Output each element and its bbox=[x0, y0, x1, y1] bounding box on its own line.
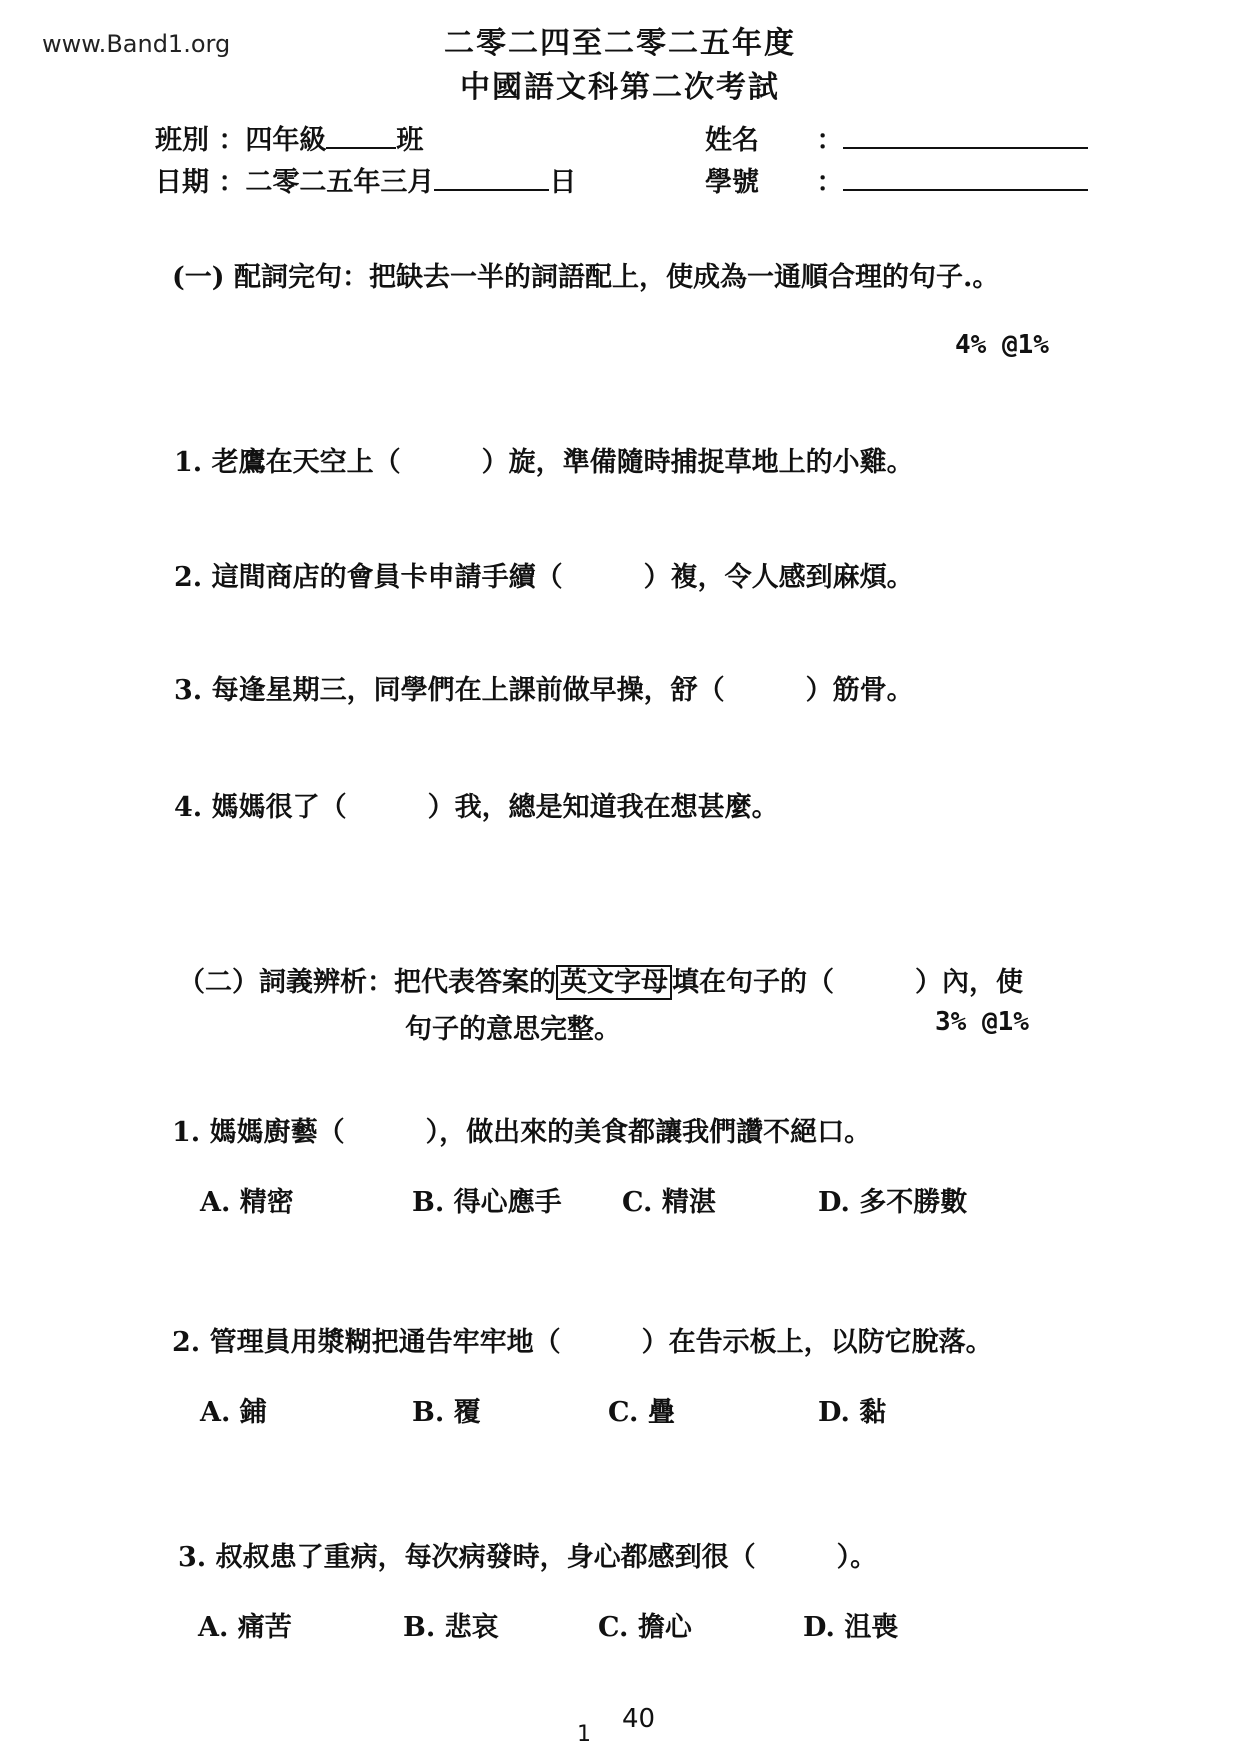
page-small-number: 1 bbox=[577, 1722, 591, 1747]
q2-option-d: D. 黏 bbox=[818, 1397, 887, 1428]
date-suffix: 日 bbox=[549, 167, 577, 198]
page-number: 40 bbox=[622, 1704, 656, 1734]
q3-option-a: A. 痛苦 bbox=[198, 1612, 292, 1643]
q1-option-a: A. 精密 bbox=[200, 1187, 294, 1218]
q3-option-b: B. 悲哀 bbox=[403, 1612, 499, 1643]
student-id-field bbox=[705, 160, 1088, 199]
section1-question-1: 1. 老鷹在天空上（ ）旋，準備隨時捕捉草地上的小雞。 bbox=[174, 447, 914, 478]
name-label: 姓名 bbox=[705, 125, 759, 156]
section2-question-3: 3. 叔叔患了重病，每次病發時，身心都感到很（ ）。 bbox=[178, 1542, 878, 1573]
section2-question-1: 1. 媽媽廚藝（ ），做出來的美食都讓我們讚不絕口。 bbox=[172, 1117, 872, 1148]
section1-question-2: 2. 這間商店的會員卡申請手續（ ）複，令人感到麻煩。 bbox=[174, 562, 914, 593]
section1-marks: 4% @1% bbox=[955, 330, 1049, 360]
class-field bbox=[155, 118, 423, 157]
q1-option-b: B. 得心應手 bbox=[412, 1187, 562, 1218]
date-field bbox=[155, 160, 576, 199]
section2-marks: 3% @1% bbox=[935, 1007, 1029, 1037]
class-suffix: 班 bbox=[396, 125, 424, 156]
watermark-text: www.Band1.org bbox=[42, 30, 231, 58]
section1-title: (一) 配詞完句：把缺去一半的詞語配上，使成為一通順合理的句子.。 bbox=[172, 262, 1000, 293]
date-label: 日期 bbox=[155, 167, 209, 198]
section2-title-line2: 句子的意思完整。 bbox=[405, 1014, 621, 1045]
date-value: ：二零二五年三月 bbox=[218, 167, 435, 198]
student-id-label: 學號 bbox=[705, 167, 759, 198]
section1-question-3: 3. 每逢星期三，同學們在上課前做早操，舒（ ）筋骨。 bbox=[174, 675, 914, 706]
header-exam-title: 中國語文科第二次考試 bbox=[460, 70, 780, 105]
header-year: 二零二四至二零二五年度 bbox=[444, 26, 796, 61]
q1-option-d: D. 多不勝數 bbox=[818, 1187, 968, 1218]
section2-question-2: 2. 管理員用漿糊把通告牢牢地（ ）在告示板上，以防它脫落。 bbox=[172, 1327, 993, 1358]
section2-title bbox=[178, 960, 1023, 999]
section2-title-pre: （二）詞義辨析：把代表答案的 bbox=[178, 967, 556, 998]
q3-option-c: C. 擔心 bbox=[598, 1612, 692, 1643]
section2-title-boxed: 英文字母 bbox=[556, 965, 672, 1000]
q1-option-c: C. 精湛 bbox=[622, 1187, 716, 1218]
q3-option-d: D. 沮喪 bbox=[803, 1612, 899, 1643]
q2-option-a: A. 鋪 bbox=[200, 1397, 267, 1428]
name-colon: ： bbox=[816, 125, 844, 156]
class-value: ：四年級 bbox=[218, 125, 327, 156]
section2-title-post: 填在句子的（ ）內，使 bbox=[672, 967, 1023, 998]
student-id-colon: ： bbox=[816, 167, 844, 198]
student-id-blank[interactable] bbox=[843, 167, 1088, 191]
name-blank[interactable] bbox=[843, 125, 1088, 149]
date-blank[interactable] bbox=[434, 167, 549, 191]
class-blank[interactable] bbox=[326, 125, 396, 149]
name-field bbox=[705, 118, 1088, 157]
q2-option-c: C. 疊 bbox=[608, 1397, 675, 1428]
class-label: 班別 bbox=[155, 125, 209, 156]
section1-question-4: 4. 媽媽很了（ ）我，總是知道我在想甚麼。 bbox=[174, 792, 779, 823]
q2-option-b: B. 覆 bbox=[412, 1397, 481, 1428]
